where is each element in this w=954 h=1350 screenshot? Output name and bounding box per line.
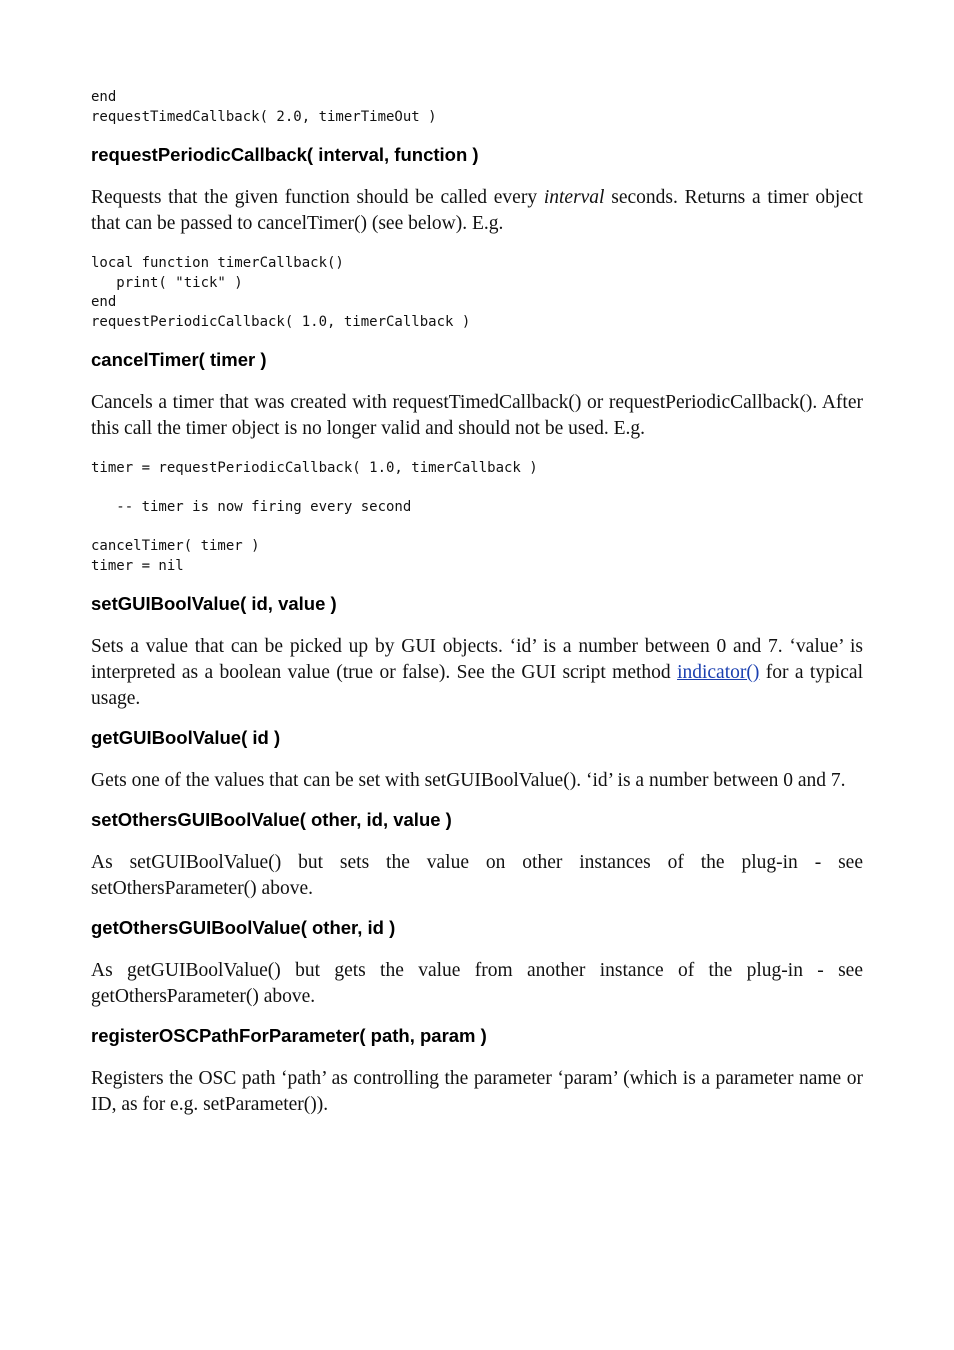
paragraph-get-gui-bool-value: Gets one of the values that can be set with setGUIBoolValue(). ‘id’ is a number between 0 and 7.: [91, 770, 846, 791]
paragraph-get-others-gui-bool-value: As getGUIBoolValue() but gets the value from another instance of the plug-in - see getOthersParameter() above.: [91, 960, 863, 1007]
text-fragment: Sets a value that can be picked up by GUI objects. ‘id’ is a number between 0 and 7. ‘value’ is interpreted as a boolean value (true or false). See the GUI script method: [91, 636, 863, 683]
code-block-periodic-callback: local function timerCallback() print( "tick" ) end requestPeriodicCallback( 1.0, timerCallback ): [91, 255, 471, 330]
heading-set-others-gui-bool-value: setOthersGUIBoolValue( other, id, value ): [91, 809, 452, 830]
heading-get-gui-bool-value: getGUIBoolValue( id ): [91, 727, 281, 748]
heading-get-others-gui-bool-value: getOthersGUIBoolValue( other, id ): [91, 917, 396, 938]
heading-register-osc-path: registerOSCPathForParameter( path, param ): [91, 1025, 487, 1046]
code-block-timed-callback: end requestTimedCallback( 2.0, timerTimeOut ): [91, 89, 437, 125]
text-fragment: Requests that the given function should be called every: [91, 187, 544, 208]
emphasis-interval: interval: [543, 187, 605, 208]
paragraph-cancel-timer: Cancels a timer that was created with requestTimedCallback() or requestPeriodicCallback(). After this call the timer object is no longer valid and should not be used. E.g.: [91, 392, 863, 439]
paragraph-request-periodic-callback: [91, 185, 863, 237]
text-fragment: for a typical usage.: [91, 662, 863, 709]
paragraph-set-gui-bool-value: [91, 634, 863, 712]
heading-cancel-timer: cancelTimer( timer ): [91, 349, 267, 370]
text-fragment: seconds. Returns a timer object that can be passed to cancelTimer() (see below). E.g.: [91, 187, 863, 234]
code-block-cancel-timer: timer = requestPeriodicCallback( 1.0, timerCallback ) -- timer is now firing every second cancelTimer( timer ) timer = nil: [91, 460, 538, 574]
heading-set-gui-bool-value: setGUIBoolValue( id, value ): [91, 593, 337, 614]
paragraph-register-osc-path: Registers the OSC path ‘path’ as controlling the parameter ‘param’ (which is a parameter name or ID, as for e.g. setParameter()).: [91, 1068, 863, 1115]
heading-request-periodic-callback: requestPeriodicCallback( interval, function ): [91, 144, 479, 165]
paragraph-set-others-gui-bool-value: As setGUIBoolValue() but sets the value on other instances of the plug-in - see setOthersParameter() above.: [91, 852, 863, 899]
document-page: [91, 88, 863, 1118]
indicator-link[interactable]: indicator(): [677, 662, 760, 683]
